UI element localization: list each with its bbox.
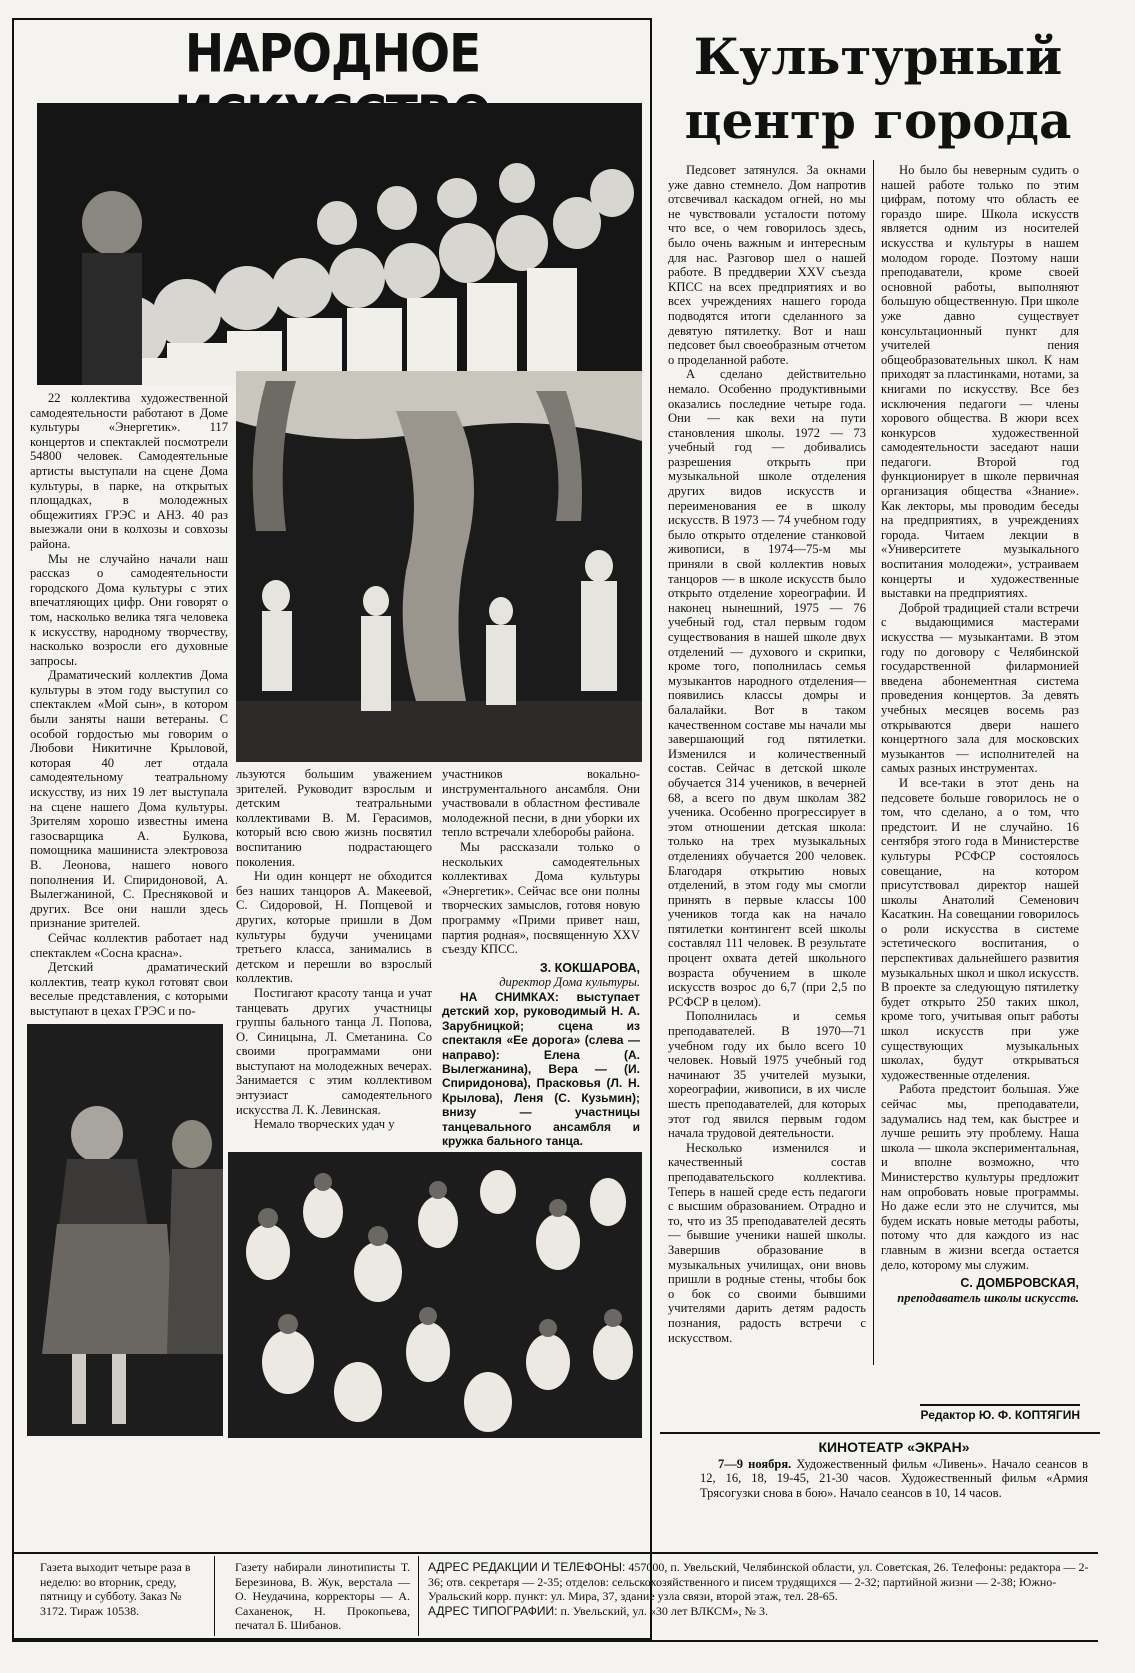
- paragraph: Драматический коллектив Дома культуры в этом году выступил со спектаклем «Мой сын», в котором были заняты наши ветераны. С особой гордостью мы говорим о Любови Никитичне Крыловой, которая 40 лет отдала самодеятельному театральному искусству, из них 19 лет выступала на сцене нашего Дома культуры. Зрителям хорошо известны имена газосварщика А. Булкова, помощника машиниста электровоза В. Леонова, нашего нового пополнения И. Спиридоновой, А. Вылегжаниной, С. Пресняковой и других. Все они нашли здесь признание зрителей.: [30, 668, 228, 931]
- photo-children-choir: [37, 103, 642, 385]
- editorial-address-text: 457000, п. Увельский, Челябинской области, ул. Советская, 26. Телефоны: редактора — 2-36; отв. секретаря — 2-35; отделов: сельскохозяйственного и писем трудящихся — 2-32; партийной жизни — 2-38; Южно-Уральский корр. пункт: ул. Мира, 37, здание узла связи, второй этаж, тел. 28-65.: [428, 1560, 1089, 1603]
- cinema-schedule: [700, 1457, 1088, 1501]
- cinema-top-rule: [660, 1432, 1100, 1434]
- paragraph: Пополнилась и семья преподавателей. В 1970—71 учебном году их было всего 10 человек. Новый 1975 учебный год начинают 35 учителей музыки, хореографии, живописи, в их числе шесть преподавателей, для которых этот год явился первым годом начала трудовой деятельности.: [668, 1009, 866, 1141]
- caption-lead: НА СНИМКАХ:: [460, 989, 559, 1004]
- cinema-notice: [700, 1440, 1088, 1500]
- paragraph: Педсовет затянулся. За окнами уже давно стемнело. Дом напротив отсвечивал каскадом огней, но мы не чувствовали усталости потому что все, о чем говорилось здесь, было очень важным и интересным для нас. Разговор шел о нашей работе. В преддверии XXV съезда КПСС на всех предприятиях и во всех учреждениях нашего города подводятся итоги сделанного за девятую пятилетку. Вот и наш педсовет был своеобразным отчетом о проделанной работе.: [668, 163, 866, 367]
- cinema-dates: 7—9 ноября.: [718, 1456, 792, 1471]
- right-article-column-1: [668, 163, 866, 1345]
- paragraph: Постигают красоту танца и учат танцевать других участницы группы бального танца Л. Попова, О. Синицына, Л. Сметанина. Со своими программами они выступают на молодежных вечерах. Занимается с этим коллективом энтузиаст самодеятельного искусства Л. К. Левинская.: [236, 985, 432, 1117]
- paragraph: И все-таки в этот день на педсовете больше говорилось не о том, что сделано, а о том, что предстоит. И не случайно. 16 сентября этого года в Министерстве культуры РСФСР состоялось совещание, на котором присутствовал директор нашей школы Анатолий Семенович Касаткин. На совещании говорилось о роли искусства в системе эстетического воспитания, о перспективах дальнейшего развития музыкальных школ и школ искусств. В проекте за следующую пятилетку будет открыто 250 таких школ, кроме того, учитывая опыт работы школ искусств при уже существующих музыкальных школах, будут открываться художественные отделения.: [881, 775, 1079, 1082]
- printing-address-title: АДРЕС ТИПОГРАФИИ:: [428, 1603, 558, 1618]
- paragraph: Мы не случайно начали наш рассказ о самодеятельности городского Дома культуры с этих впечатляющих цифр. Они говорят о том, насколько велика тяга человека к искусству, народному творчеству, насколько возросли его духовные запросы.: [30, 551, 228, 668]
- cinema-text: Художественный фильм «Ливень». Начало сеансов в 12, 16, 18, 19-45, 21-30 часов. Художественный фильм «Армия Трясогузки снова в бою». Начало сеансов в 10, 14 часов.: [700, 1456, 1088, 1500]
- editorial-address-title: АДРЕС РЕДАКЦИИ И ТЕЛЕФОНЫ:: [428, 1560, 626, 1574]
- left-article-column-2: [236, 767, 432, 1132]
- left-article-headline: НАРОДНОЕ: [184, 23, 481, 85]
- footer-staff-credits: Газету набирали линотиписты Т. Березинова, В. Жук, верстала — О. Неудачина, корректоры — А. Саханенок, Н. Прокопьева, печатал Б. Шибанов.: [235, 1560, 410, 1632]
- photo-stage-scene: [236, 371, 642, 762]
- paragraph: Но было бы неверным судить о нашей работе только по этим цифрам, потому что область ее гораздо шире. Школа искусств является одним из носителей искусства и культуры в нашем молодом городе. Поэтому наши преподаватели, кроме своей основной работы, выполняют большую общественную. При школе уже давно существует консультационный пункт для учителей пения общеобразовательных школ. К нам приходят за пластинками, нотами, за книгами по искусству. Все без исключения педагоги — члены хорового общества. В жюри всех конкурсов художественной самодеятельности заседают наши педагоги. Второй год функционирует в школе первичная организация общества «Знание». Как лекторы, мы проводим беседы на предприятиях, в учреждениях города. Читаем лекции в «Университете музыкального воспитания молодежи», устраиваем концерты и художественные выставки на предприятиях.: [881, 163, 1079, 601]
- photo-caption: [442, 990, 640, 1148]
- printing-address-text: п. Увельский, ул. «30 лет ВЛКСМ», № 3.: [560, 1603, 768, 1618]
- printing-address: [428, 1604, 1092, 1619]
- editor-rule: [920, 1404, 1080, 1406]
- right-article-headline-line-2: центр города: [684, 91, 1072, 150]
- author-signature: С. ДОМБРОВСКАЯ,: [960, 1276, 1079, 1291]
- paragraph: Работа предстоит большая. Уже сейчас мы, преподаватели, задумались над тем, как быстрее и лучше решить эту проблему. Наша школа — школа экспериментальная, и вполне возможно, что Министерство культуры предложит нам опробовать новые программы. Но даже если это не случится, мы будем искать новые методы работы, потому что для каждого из нас главным в жизни всегда остается дело, которому мы служим.: [881, 1082, 1079, 1272]
- photo-dance-ensemble: [27, 1024, 223, 1436]
- right-article-headline-line-1: Культурный: [693, 27, 1063, 86]
- paragraph: Доброй традицией стали встречи с выдающимися мастерами искусства — музыкантами. В этом году по договору с Челябинской государственной филармонией введена абонементная система проведения концертов. За девять учебных месяцев восемь раз открываются двери нашего концертного зала для московских музыкантов — исполнителей на самых разных инструментах.: [881, 600, 1079, 776]
- right-article-column-2: [881, 163, 1079, 1305]
- paragraph: Ни один концерт не обходится без наших танцоров А. Макеевой, С. Сидоровой, Н. Попцевой и других, которые пришли в Дом культуры будучи ученицами третьего класса, занимались в детском и перешли во взрослый коллектив.: [236, 869, 432, 986]
- caption-text: выступает детский хор, руководимый Н. А. Зарубницкой; сцена из спектакля «Ее дорога» (слева — направо): Елена (А. Вылегжанина), Вера — (И. Спиридонова), Прасковья (Л. Н. Крылова), Леня (С. Кузьмин); внизу — участницы танцевального ансамбля и кружка бального танца.: [442, 989, 640, 1148]
- cinema-title: КИНОТЕАТР «ЭКРАН»: [818, 1439, 970, 1455]
- author-signature: З. КОКШАРОВА,: [539, 960, 640, 975]
- left-article-column-3: [442, 767, 640, 1148]
- paragraph: Несколько изменился и качественный состав преподавательского коллектива. Теперь в нашей среде есть педагоги с высшим образованием. Отрадно и то, что из 35 преподавателей десять — бывшие ученики нашей школы. Завершив образование в музыкальных училищах, они вновь пришли в родные стены, чтобы бок о бок со своими бывшими учителями дарить детям радость познания, радость встречи с искусством.: [668, 1140, 866, 1345]
- left-article-column-1: [30, 391, 228, 1019]
- footer-address: [428, 1560, 1092, 1618]
- column-divider: [873, 160, 874, 1365]
- footer-divider: [214, 1556, 215, 1636]
- paragraph: 22 коллектива художественной самодеятельности работают в Доме культуры «Энергетик». 117 концертов и спектаклей посмотрели 54800 человек. Самодеятельные артисты выступали на сцене Дома культуры, в парке, на открытых площадках, в молодежных общежитиях ГРЭС и АНЗ. 40 раз выезжали они в колхозы и совхозы района.: [30, 391, 228, 551]
- paragraph: А сделано действительно немало. Особенно продуктивными оказались последние четыре года. Они — как вехи на пути становления школы. 1972 — 73 учебный год — добивались разрешения открыть при музыкальной школе отделения других видов искусств и переименования ее в школу искусств. В 1973 — 74 учебном году было открыто отделение станковой живописи, в 1974—75-м мы приняли в свой коллектив новых танцоров — в школе искусств было открыто отделение хореографии. И наконец нынешний, 1975 — 76 учебный год, стал первым годом существования в нашей школе двух отделений — духового и скрипки, кроме того, пополнилась семья музыкантов народного отделения—появились классы домры и балалайки. Вот в таком качественном составе мы начали мы завершающий год пятилетки. Изменился и количественный состав. Сейчас в детской школе обучается 314 учеников, в вечерней 68, а всего по двум школам 382 ученика. Особенно прогрессирует в этом отношении детская школа: только на трех музыкальных отделениях обучается 200 человек. Благодаря открытию новых отделений, в этом году мы смогли принять в первые классы 100 учеников тогда как на начало пятилетки контингент всей школы составлял 111 человек. В результате процент охвата детей школьного возраста обучением в школе искусств возрос до 6,7 (при 2,5 по РСФСР в целом).: [668, 367, 866, 1009]
- photo-ballroom-dance: [228, 1152, 642, 1438]
- paragraph: Немало творческих удач у: [254, 1117, 395, 1132]
- footer-divider: [418, 1556, 419, 1636]
- editorial-address: [428, 1560, 1092, 1604]
- paragraph: Детский драматический коллектив, театр кукол готовят свои веселые представления, с которыми выступают в цехах ГРЭС и по-: [30, 960, 228, 1018]
- author-role: преподаватель школы искусств.: [897, 1290, 1079, 1305]
- paragraph: Сейчас коллектив работает над спектаклем «Сосна красна».: [30, 930, 228, 960]
- editor-credit: Редактор Ю. Ф. КОПТЯГИН: [920, 1408, 1080, 1422]
- paragraph: Мы рассказали только о нескольких самодеятельных коллективах Дома культуры «Энергетик». Сейчас все они полны творческих замыслов, готовя новую программу «Прими привет наш, партия родная», посвященную XXV съезду КПСС.: [442, 839, 640, 957]
- paragraph: участников вокально-инструментального ансамбля. Они участвовали в областном фестивале молодежной песни, в дни уборки их тепло встречали хлеборобы района.: [442, 767, 640, 840]
- footer-publication-schedule: Газета выходит четыре раза в неделю: во вторник, среду, пятницу и субботу. Заказ № 3172. Тираж 10538.: [40, 1560, 191, 1618]
- author-role: директор Дома культуры.: [499, 975, 640, 990]
- paragraph: льзуются большим уважением зрителей. Руководит взрослым и детским театральными коллективами В. М. Герасимов, который всю свою жизнь посвятил воспитанию подрастающего поколения.: [236, 767, 432, 869]
